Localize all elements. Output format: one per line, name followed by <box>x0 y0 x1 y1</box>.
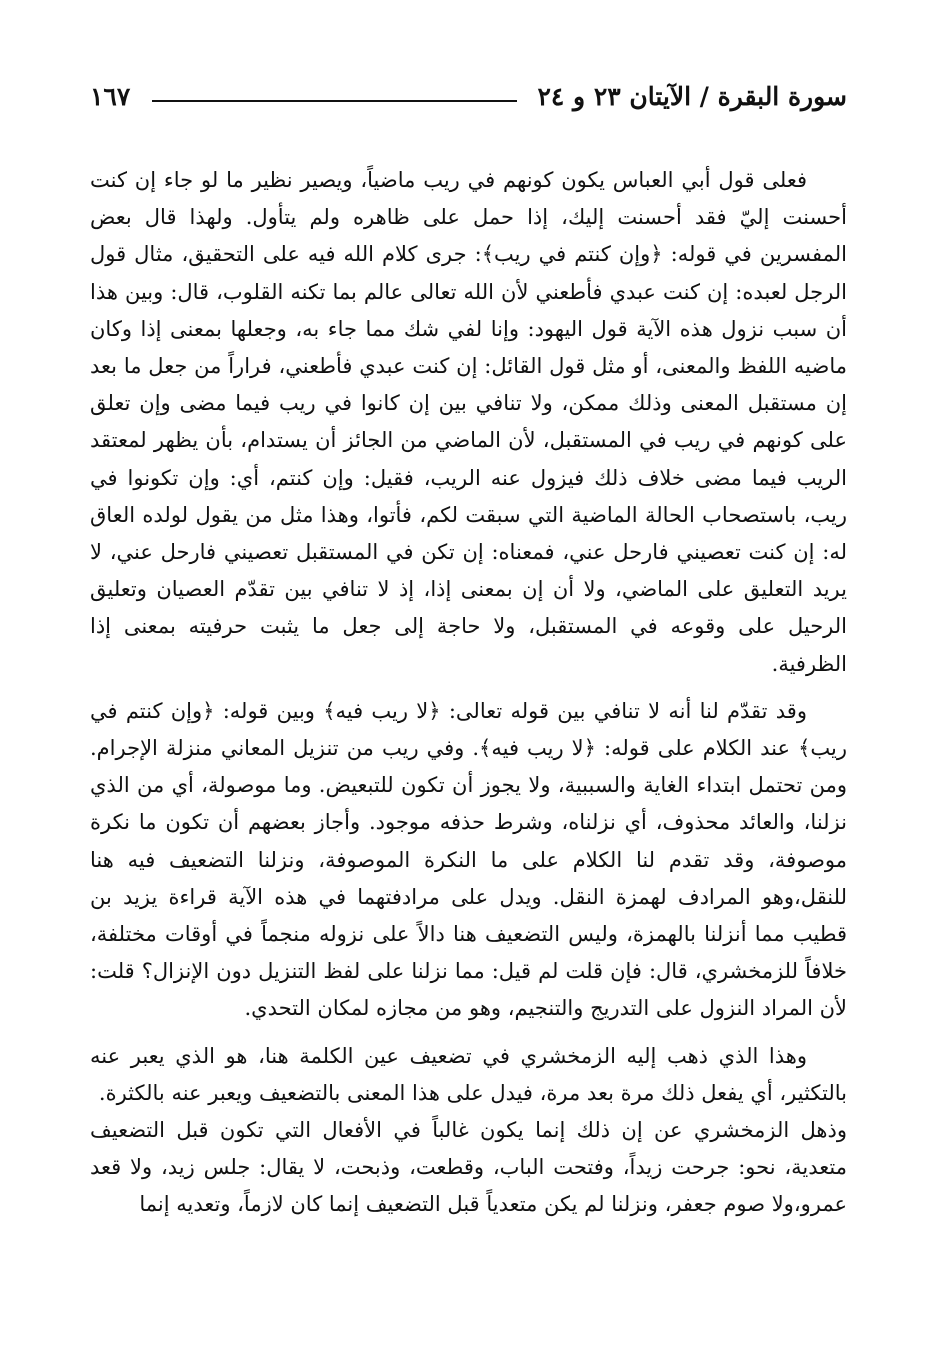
paragraph: وهذا الذي ذهب إليه الزمخشري في تضعيف عين الكلمة هنا، هو الذي يعبر عنه بالتكثير، أي يفعل ذلك مرة بعد مرة، فيدل على هذا المعنى بالتضعيف ويعبر عنه بالكثرة. <box>90 1043 847 1105</box>
header-rule <box>152 100 517 102</box>
paragraph: وذهل الزمخشري عن إن ذلك إنما يكون غالباً في الأفعال التي تكون قبل التضعيف متعدية، نحو: جرحت زيداً، وفتحت الباب، وقطعت، وذبحت، لا يقال: جلس زيد، ولا قعد عمرو،ولا صوم جعفر، ونزلنا لم يكن متعدياً قبل التضعيف إنما كان لازماً، وتعديه إنما <box>90 1118 847 1217</box>
page-number: ١٦٧ <box>90 82 131 111</box>
paragraph: فعلى قول أبي العباس يكون كونهم في ريب ماضياً، ويصير نظير ما لو جاء إن كنت أحسنت إليّ فقد أحسنت إليك، إذا حمل على ظاهره ولم يتأول. ولهذا قال بعض المفسرين في قوله: ﴿وإن كنتم في ريب﴾: جرى كلام الله فيه على التحقيق، مثال قول الرجل لعبده: إن كنت عبدي فأطعني لأن الله تعالى عالم بما تكنه القلوب، قال: وبين هذا أن سبب نزول هذه الآية قول اليهود: وإنا لفي شك مما جاء به، وجعلها بمعنى إذا وكان ماضيه اللفظ والمعنى، أو مثل قول القائل: إن كنت عبدي فأطعني، فراراً من جعل ما بعد إن مستقبل المعنى وذلك ممكن، ولا تنافي بين إن كانوا في ريب فيما مضى وإن تعلق على كونهم في ريب في المستقبل، لأن الماضي من الجائز أن يستدام، بأن يظهر لمعتقد الريب فيما مضى خلاف ذلك فيزول عنه الريب، فقيل: وإن كنتم، أي: وإن تكونوا في ريب، باستصحاب الحالة الماضية التي سبقت لكم، فأتوا، وهذا مثل من يقول لولده العاق له: إن كنت تعصيني فارحل عني، فمعناه: إن تكن في المستقبل تعصيني فارحل عني، لا يريد التعليق على الماضي، ولا أن إن بمعنى إذا، إذ لا تنافي بين تقدّم العصيان وتعليق الرحيل على وقوعه في المستقبل، ولا حاجة إلى جعل ما يثبت حرفيته بمعنى إذا الظرفية. <box>90 168 847 676</box>
paragraph: وقد تقدّم لنا أنه لا تنافي بين قوله تعالى: ﴿لا ريب فيه﴾ وبين قوله: ﴿وإن كنتم في ريب﴾ عند الكلام على قوله: ﴿لا ريب فيه﴾. وفي ريب من تنزيل المعاني منزلة الإجرام. ومن تحتمل ابتداء الغاية والسببية، ولا يجوز أن تكون للتبعيض. وما موصولة، أي من الذي نزلنا، والعائد محذوف، أي نزلناه، وشرط حذفه موجود. وأجاز بعضهم أن تكون ما نكرة موصوفة، وقد تقدم لنا الكلام على ما النكرة الموصوفة، ونزلنا التضعيف فيه هنا للنقل،وهو المرادف لهمزة النقل. ويدل على مرادفتهما في هذه الآية قراءة يزيد بن قطيب مما أنزلنا بالهمزة، وليس التضعيف هنا دالاً على نزوله منجماً في أوقات مختلفة، خلافاً للزمخشري، قال: فإن قلت لم قيل: مما نزلنا على لفظ التنزيل دون الإنزال؟ قلت: لأن المراد النزول على التدريج والتنجيم، وهو من مجازه لمكان التحدي. <box>90 698 847 1021</box>
main-text <box>90 162 847 1224</box>
running-title: سورة البقرة / الآيتان ٢٣ و ٢٤ <box>537 82 847 111</box>
page-header <box>90 82 847 118</box>
